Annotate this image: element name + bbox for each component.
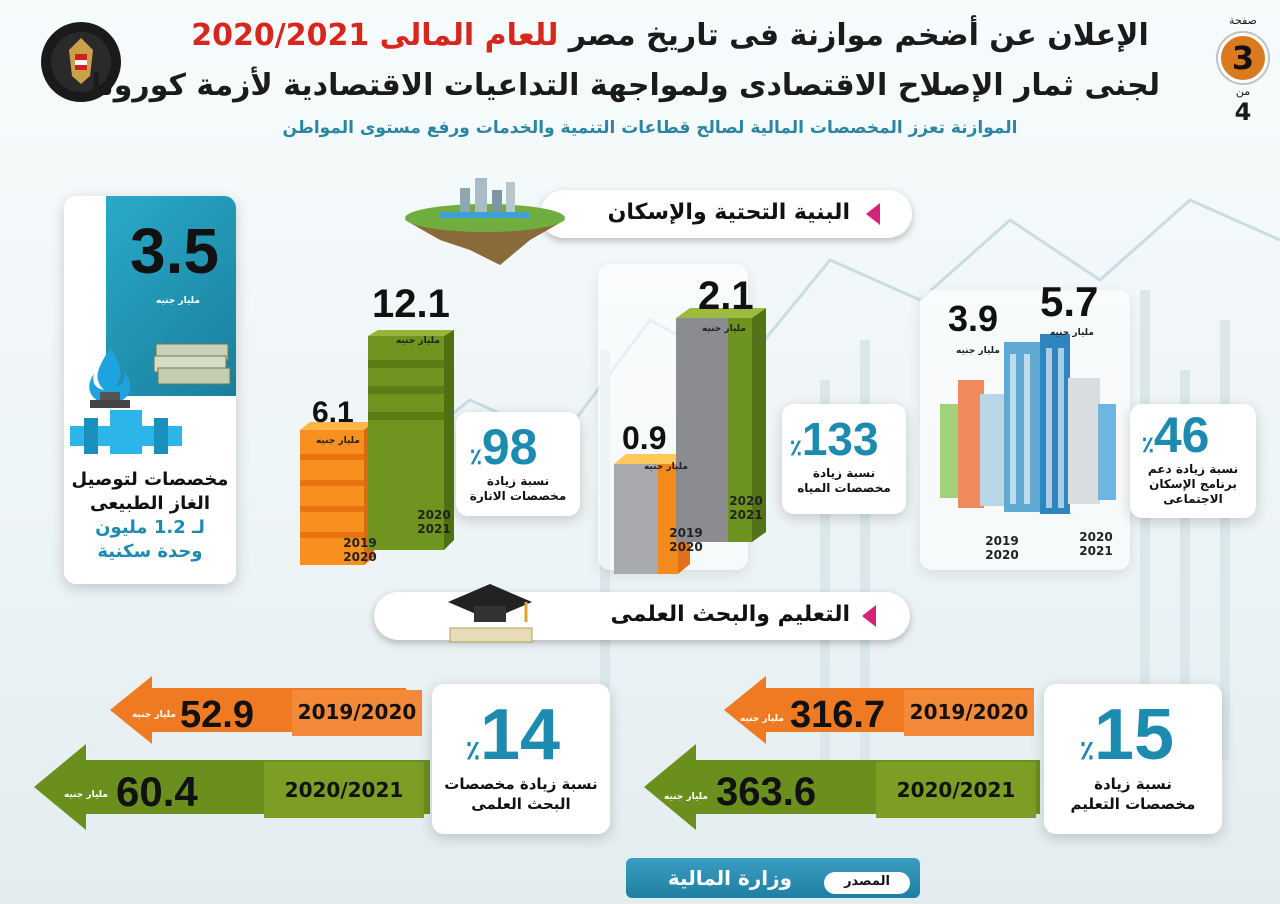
housing-pct-sign: ٪ bbox=[1142, 432, 1154, 457]
education-pct-value: 15 bbox=[1093, 695, 1175, 775]
housing-unit-2019: مليار جنيه bbox=[956, 346, 1000, 356]
education-value-old: 316.7 bbox=[790, 694, 886, 736]
research-desc-line2: البحث العلمى bbox=[471, 795, 571, 813]
research-pct-value: 14 bbox=[479, 695, 561, 775]
education-unit-new: مليار جنيه bbox=[664, 792, 708, 802]
source-value: وزارة المالية bbox=[667, 866, 793, 890]
gas-desc-line4: وحدة سكنية bbox=[97, 541, 203, 562]
page-current: 3 bbox=[1218, 33, 1268, 83]
main-title-line2: لجنى ثمار الإصلاح الاقتصادى ولمواجهة التداعيات الاقتصادية لأزمة كورونا bbox=[91, 68, 1160, 103]
gas-unit: مليار جنيه bbox=[156, 296, 200, 306]
infrastructure-section-title: البنية التحتية والإسكان bbox=[607, 200, 850, 225]
water-value-2019: 0.9 bbox=[622, 420, 667, 456]
water-unit-2019: مليار جنيه bbox=[644, 462, 688, 472]
education-desc-line1: نسبة زيادة bbox=[1094, 775, 1172, 793]
lighting-pct bbox=[470, 418, 570, 476]
title-red-part: للعام المالى 2020/2021 bbox=[191, 18, 559, 53]
lighting-pct-sign: ٪ bbox=[470, 444, 482, 469]
education-pct bbox=[1080, 694, 1210, 776]
source-label: المصدر bbox=[844, 874, 890, 889]
water-year-old: 2019 2020 bbox=[669, 526, 703, 554]
section-marker-icon bbox=[866, 203, 880, 225]
education-value-new: 363.6 bbox=[716, 770, 817, 814]
housing-value-2019: 3.9 bbox=[948, 298, 999, 339]
water-pct-sign: ٪ bbox=[790, 435, 802, 460]
research-unit-old: مليار جنيه bbox=[132, 710, 176, 720]
gas-desc-line1: مخصصات لتوصيل bbox=[71, 469, 229, 490]
title-black-part: الإعلان عن أضخم موازنة فى تاريخ مصر bbox=[568, 18, 1149, 53]
research-value-old: 52.9 bbox=[180, 694, 254, 736]
lighting-pct-value: 98 bbox=[481, 419, 538, 475]
gas-flame-pipe-icon bbox=[70, 338, 182, 458]
lighting-year-new: 2020 2021 bbox=[417, 508, 451, 536]
lighting-value-2020: 12.1 bbox=[372, 282, 450, 326]
page-indicator bbox=[1218, 14, 1268, 126]
housing-desc-line1: نسبة زيادة دعم bbox=[1147, 462, 1239, 476]
water-desc-line1: نسبة زيادة bbox=[812, 466, 876, 480]
education-unit-old: مليار جنيه bbox=[740, 714, 784, 724]
lighting-year-old: 2019 2020 bbox=[343, 536, 377, 564]
research-pct bbox=[466, 694, 596, 776]
lighting-desc bbox=[456, 474, 580, 504]
gas-desc-line3: لـ 1.2 مليون bbox=[95, 517, 205, 538]
housing-buildings bbox=[934, 334, 1124, 524]
housing-year-old: 2019 2020 bbox=[985, 534, 1019, 562]
water-unit-2020: مليار جنيه bbox=[702, 324, 746, 334]
cabinet-logo bbox=[38, 10, 124, 120]
research-pct-sign: ٪ bbox=[466, 735, 480, 765]
graduation-cap-icon bbox=[440, 578, 540, 648]
gas-desc-line2: الغاز الطبيعى bbox=[89, 493, 210, 514]
housing-pct-value: 46 bbox=[1153, 407, 1210, 463]
research-year-new: 2020/2021 bbox=[284, 778, 404, 802]
lighting-desc-line2: مخصصات الانارة bbox=[469, 489, 567, 503]
section-marker-icon bbox=[862, 605, 876, 627]
education-section-title: التعليم والبحث العلمى bbox=[610, 602, 850, 627]
water-desc-line2: مخصصات المياه bbox=[797, 481, 891, 495]
education-pct-sign: ٪ bbox=[1080, 735, 1094, 765]
gas-description bbox=[64, 468, 236, 564]
housing-unit-2020: مليار جنيه bbox=[1050, 328, 1094, 338]
water-desc bbox=[782, 466, 906, 496]
education-desc bbox=[1044, 774, 1222, 814]
housing-desc-line3: الاجتماعى bbox=[1163, 492, 1223, 506]
page-of: من bbox=[1235, 85, 1251, 98]
education-desc-line2: مخصصات التعليم bbox=[1070, 795, 1196, 813]
lighting-desc-line1: نسبة زيادة bbox=[486, 474, 550, 488]
gas-value: 3.5 bbox=[130, 215, 219, 287]
page-label: صفحة bbox=[1229, 14, 1257, 27]
subtitle: الموازنة تعزز المخصصات المالية لصالح قطاعات التنمية والخدمات ورفع مستوى المواطن bbox=[282, 118, 1018, 138]
housing-pct bbox=[1142, 406, 1252, 464]
research-value-new: 60.4 bbox=[116, 768, 198, 815]
research-year-old: 2019/2020 bbox=[297, 700, 417, 724]
page-total: 4 bbox=[1234, 98, 1252, 126]
lighting-unit-2020: مليار جنيه bbox=[396, 336, 440, 346]
lighting-value-2019: 6.1 bbox=[312, 396, 354, 429]
research-desc-line1: نسبة زيادة مخصصات bbox=[444, 775, 598, 793]
housing-value-2020: 5.7 bbox=[1040, 278, 1099, 325]
housing-desc bbox=[1130, 462, 1256, 507]
water-pct bbox=[790, 412, 900, 466]
water-pct-value: 133 bbox=[801, 413, 879, 465]
water-year-new: 2020 2021 bbox=[729, 494, 763, 522]
housing-year-new: 2020 2021 bbox=[1079, 530, 1113, 558]
research-unit-new: مليار جنيه bbox=[64, 790, 108, 800]
education-year-old: 2019/2020 bbox=[909, 700, 1029, 724]
research-desc bbox=[432, 774, 610, 814]
main-title-line1 bbox=[180, 18, 1160, 53]
city-island-icon bbox=[400, 160, 570, 270]
education-year-new: 2020/2021 bbox=[896, 778, 1016, 802]
lighting-unit-2019: مليار جنيه bbox=[316, 436, 360, 446]
housing-desc-line2: برنامج الإسكان bbox=[1149, 477, 1237, 491]
water-value-2020: 2.1 bbox=[698, 274, 754, 318]
